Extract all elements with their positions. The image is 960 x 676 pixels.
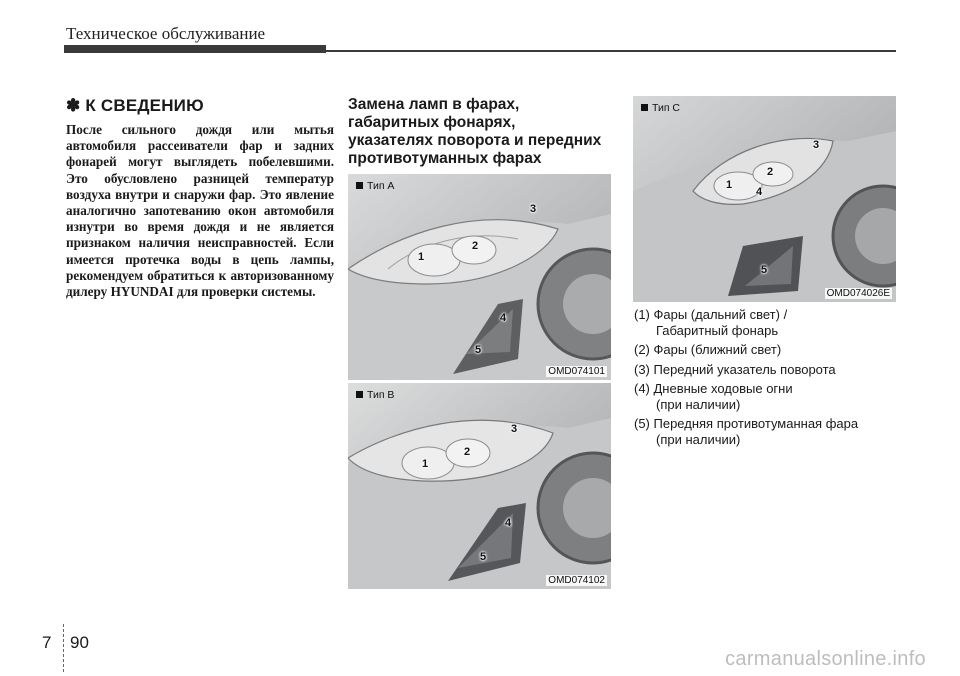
square-bullet-icon [356,391,363,398]
bulb-legend [634,307,904,452]
callout-2: 2 [767,166,774,178]
square-bullet-icon [356,182,363,189]
legend-item-subtext: Габаритный фонарь [656,323,779,339]
legend-item [634,381,904,413]
callout-4: 4 [500,312,507,324]
legend-item-subtext: (при наличии) [656,397,741,413]
notice-line: После сильного дождя или мытья [66,122,334,137]
callout-3: 3 [530,203,537,215]
notice-line: неисправностей. Если имеется [66,235,335,267]
headlamp-photo-type-a [348,174,611,380]
notice-line: задних фонарей могут выглядеть [66,138,334,170]
notice-body [66,122,334,300]
callout-4: 4 [505,517,512,529]
section-title-line: Замена ламп в фарах, [348,96,520,113]
legend-item [634,307,904,339]
notice-line: автомобиля рассеиватели фар и [66,138,282,154]
headlamp-photo-type-c [633,96,896,302]
legend-item-subtext: (при наличии) [656,432,741,448]
watermark: carmanualsonline.info [725,648,926,670]
callout-1: 1 [726,179,733,191]
callout-5: 5 [480,551,487,563]
headlamp-photo-type-b [348,383,611,589]
notice-line: рекомендуем обратиться к [66,267,227,283]
section-title [348,96,618,168]
notice-line: аналогично запотеванию окон [66,203,257,219]
callout-2: 2 [472,240,479,252]
legend-item-text: (4) Дневные ходовые огни [634,380,793,396]
type-a-label [356,180,394,192]
callout-4: 4 [756,186,763,198]
notice-line: и не является признаком наличия [66,219,334,251]
legend-item-text: (3) Передний указатель поворота [634,361,836,377]
type-b-label-text: Тип B [367,389,395,401]
notice-heading: ✽ К СВЕДЕНИЮ [66,96,204,115]
image-code: OMD074102 [548,575,605,586]
legend-item-text: (2) Фары (ближний свет) [634,342,782,358]
square-bullet-icon [641,104,648,111]
header-title: Техническое обслуживание [66,24,266,43]
header-bar [64,45,326,53]
legend-item-text: (1) Фары (дальний свет) / [634,307,788,322]
callout-3: 3 [511,423,518,435]
callout-1: 1 [422,458,429,470]
type-a-label-text: Тип A [367,180,395,192]
notice-line: для проверки системы. [176,284,316,300]
legend-item [634,416,904,448]
callout-1: 1 [418,251,425,263]
page-number: 90 [70,633,89,652]
image-code: OMD074101 [548,366,605,377]
notice-line: протечка воды в цепь лампы, [125,251,334,267]
notice-line: побелевшими. Это обусловлено [66,154,335,186]
type-c-label [641,102,680,114]
notice-line: автомобиля изнутри во время дождя [66,203,334,235]
notice-box [66,96,334,300]
section-title-line: габаритных фонарях, [348,114,516,131]
section-title-line: указателях поворота и передних [348,132,602,149]
legend-item-text: (5) Передняя противотуманная фара [634,416,859,432]
callout-5: 5 [761,264,768,276]
image-code: OMD074026E [826,288,890,299]
notice-line: разницей температур воздуха внутри [66,170,334,202]
notice-line: авторизованному дилеру HYUNDAI [66,267,334,300]
callout-5: 5 [475,344,482,356]
type-c-label-text: Тип C [652,102,681,114]
callout-3: 3 [813,139,820,151]
callout-2: 2 [464,446,471,458]
header-rule [326,50,896,52]
legend-item [634,342,904,358]
chapter-number: 7 [42,633,52,652]
footer-divider [63,624,64,672]
section-title-line: противотуманных фарах [348,150,542,167]
type-b-label [356,389,394,401]
legend-item [634,362,904,378]
notice-line: и снаружи фар. Это явление [162,186,334,202]
